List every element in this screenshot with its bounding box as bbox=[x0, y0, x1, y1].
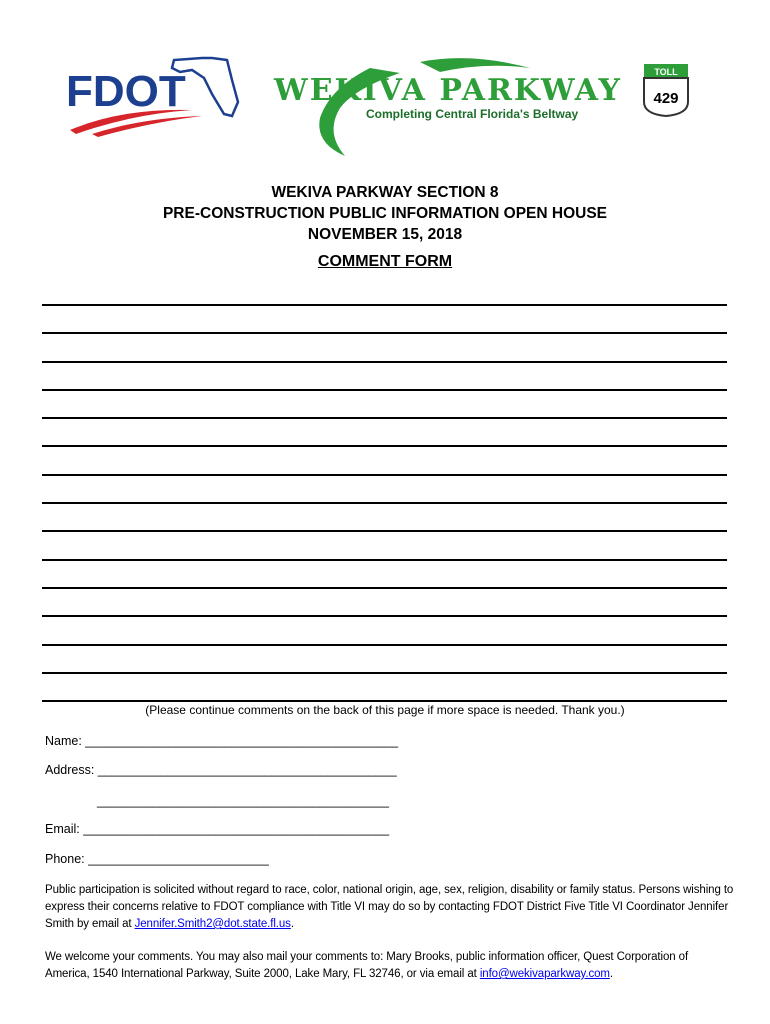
wekiva-title: WEKIVA PARKWAY bbox=[274, 73, 622, 108]
comment-line[interactable] bbox=[42, 504, 727, 532]
comment-line[interactable] bbox=[42, 391, 727, 419]
comment-line[interactable] bbox=[42, 334, 727, 362]
comment-line[interactable] bbox=[42, 419, 727, 447]
wekiva-tagline: Completing Central Florida's Beltway bbox=[366, 107, 579, 121]
comment-line[interactable] bbox=[42, 617, 727, 645]
wekiva-parkway-logo bbox=[270, 48, 690, 160]
mail-comments-text: We welcome your comments. You may also mail your comments to: Mary Brooks, public information officer, Quest Corporation of America, 1540 International Parkway, Suite 2000, Lake Mary, FL 32746, or via email at bbox=[45, 951, 689, 980]
event-title: WEKIVA PARKWAY SECTION 8 bbox=[271, 184, 499, 201]
email-field[interactable]: Email: ____________________________________________ bbox=[45, 822, 390, 836]
route-number: 429 bbox=[653, 90, 679, 107]
comment-line[interactable] bbox=[42, 476, 727, 504]
coordinator-email-link[interactable]: Jennifer.Smith2@dot.state.fl.us bbox=[134, 918, 291, 930]
comment-line[interactable] bbox=[42, 646, 727, 674]
mail-comments-paragraph bbox=[45, 949, 735, 983]
continue-note: (Please continue comments on the back of this page if more space is needed. Thank you.) bbox=[145, 703, 625, 717]
title-vi-text: Public participation is solicited without regard to race, color, national origin, age, sex, religion, disability or family status. Persons wishing to express their concerns relative to FDOT compliance with Title VI may do so by contacting FDOT District Five Title VI Coordinator Jennifer Smith by email at bbox=[45, 884, 734, 930]
comment-line[interactable] bbox=[42, 561, 727, 589]
comment-line[interactable] bbox=[42, 363, 727, 391]
event-date: NOVEMBER 15, 2018 bbox=[307, 226, 463, 243]
address-line-2-field[interactable]: __________________________________________ bbox=[97, 794, 389, 808]
address-field[interactable]: Address: ___________________________________________ bbox=[45, 763, 397, 777]
mail-comments-end: . bbox=[609, 968, 613, 980]
title-vi-end: . bbox=[290, 918, 294, 930]
event-subtitle: PRE-CONSTRUCTION PUBLIC INFORMATION OPEN HOUSE bbox=[162, 205, 608, 222]
info-email-link[interactable]: info@wekivaparkway.com bbox=[479, 968, 610, 980]
form-title: COMMENT FORM bbox=[317, 253, 453, 270]
fdot-wordmark: FDOT bbox=[66, 67, 186, 116]
form-header bbox=[0, 182, 770, 272]
comment-line[interactable] bbox=[42, 306, 727, 334]
comment-line[interactable] bbox=[42, 447, 727, 475]
fdot-logo bbox=[62, 50, 242, 140]
toll-label: TOLL bbox=[654, 67, 678, 77]
comment-line[interactable] bbox=[42, 532, 727, 560]
title-vi-paragraph bbox=[45, 882, 735, 933]
toll-429-shield-icon bbox=[644, 64, 688, 116]
comment-lines[interactable] bbox=[42, 304, 727, 702]
comment-line[interactable] bbox=[42, 674, 727, 702]
comment-line[interactable] bbox=[42, 589, 727, 617]
name-field[interactable]: Name: _____________________________________________ bbox=[45, 734, 399, 748]
phone-field[interactable]: Phone: __________________________ bbox=[45, 852, 269, 866]
